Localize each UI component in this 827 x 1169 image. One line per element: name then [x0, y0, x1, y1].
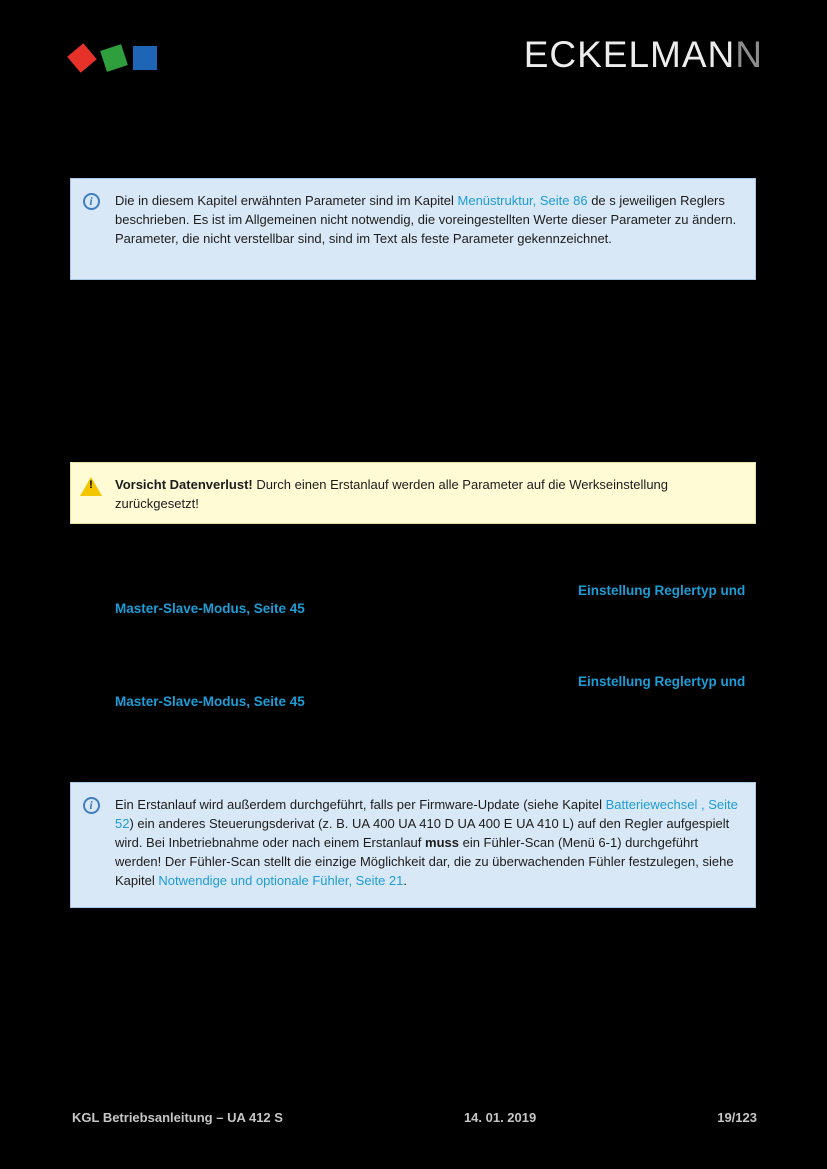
warning-icon-column — [79, 475, 103, 511]
notice1-text-pre: Die in diesem Kapitel erwähnten Parameter sind im Kapitel — [115, 193, 458, 208]
notice2-text-p2: ) ein anderes Steuerungsderivat (z. B. UA 400 UA 410 D UA 400 E UA 410 L) auf den Regler aufgespielt wird. Bei Inbetriebnahme oder nach einem Erstanlauf — [115, 816, 730, 850]
notice2-text-p3: ein Fühler-Scan (Menü 6-1) durchgeführt werden! Der Fühler-Scan stellt die einzige Möglichkeit dar, die zu überwachenden Fühler festzulegen, siehe Kapitel — [115, 835, 734, 888]
warning-exclamation: ! — [89, 479, 93, 491]
footer-document-title: KGL Betriebsanleitung – UA 412 S — [72, 1110, 283, 1125]
eckelmann-logo — [67, 41, 162, 75]
notice1-icon-column — [79, 191, 103, 267]
logo-blue-square — [133, 46, 157, 70]
menuestruktur-link[interactable]: Menüstruktur, Seite 86 — [457, 193, 588, 208]
master-slave-modus-link-2[interactable]: Master-Slave-Modus, Seite 45 — [115, 694, 305, 709]
logo-red-square — [67, 43, 97, 73]
footer-date: 14. 01. 2019 — [463, 1110, 537, 1125]
info-icon: i — [83, 193, 100, 210]
notice1-text — [115, 191, 743, 267]
notice1-text-post: de s jeweiligen Reglers beschrieben. Es ist im Allgemeinen nicht notwendig, die voreingestellten Werte dieser Parameter zu ändern. Parameter, die nicht verstellbar sind, sind im Text als feste Parameter gekennzeichnet. — [115, 193, 737, 246]
wordmark-last-letter: N — [735, 34, 763, 75]
info-notice-erstanlauf — [70, 782, 756, 908]
warning-title: Vorsicht Datenverlust! — [115, 477, 253, 492]
notwendige-fuehler-link[interactable]: Notwendige und optionale Fühler, Seite 21 — [158, 873, 404, 888]
logo-green-square — [100, 44, 128, 72]
info-notice-parameters — [70, 178, 756, 280]
notice2-icon-column — [79, 795, 103, 895]
einstellung-reglertyp-link-1[interactable]: Einstellung Reglertyp und — [578, 583, 746, 598]
eckelmann-logo-icon — [67, 41, 162, 75]
notice2-bold-muss: muss — [425, 835, 459, 850]
eckelmann-wordmark — [524, 34, 763, 76]
warning-notice-data-loss — [70, 462, 756, 524]
warning-icon — [80, 477, 102, 496]
footer-page-number: 19/123 — [717, 1110, 757, 1125]
notice2-text — [115, 795, 743, 895]
warning-text — [115, 475, 743, 511]
warning-body: Durch einen Erstanlauf werden alle Parameter auf die Werkseinstellung zurückgesetzt! — [115, 477, 669, 511]
notice2-text-p1: Ein Erstanlauf wird außerdem durchgeführt, falls per Firmware-Update (siehe Kapitel — [115, 797, 606, 812]
info-icon: i — [83, 797, 100, 814]
wordmark-main: ECKELMAN — [523, 34, 736, 75]
page-footer — [72, 1110, 757, 1125]
master-slave-modus-link-1[interactable]: Master-Slave-Modus, Seite 45 — [115, 601, 305, 616]
notice2-text-p4: . — [403, 873, 408, 888]
einstellung-reglertyp-link-2[interactable]: Einstellung Reglertyp und — [578, 674, 746, 689]
batteriewechsel-link[interactable]: Batteriewechsel , Seite 52 — [115, 797, 738, 831]
